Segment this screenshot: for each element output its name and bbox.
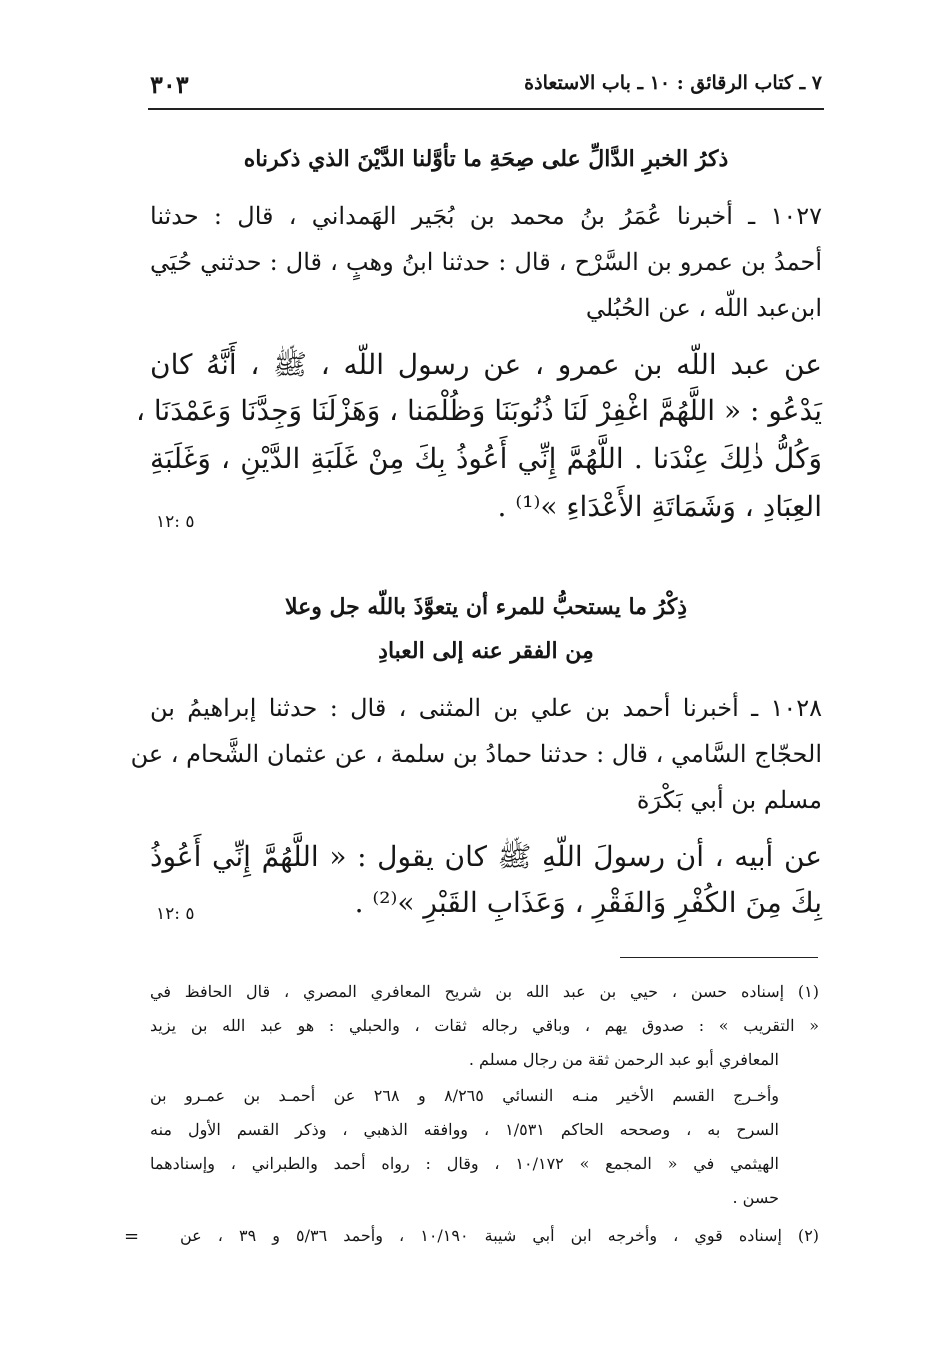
text-line: يَدْعُو : « اللَّهُمَّ اغْفِرْ لَنَا ذُنُوبَنَا وَظُلْمَنا ، وَهَزْلَنَا وَجِدَّنَا وَعَمْدَنَا ، <box>135 394 822 427</box>
footnote-1-line: (١) إسناده حسن ، حيي بن عبد الله بن شريح المعافري المصري ، قال الحافظ في <box>150 982 819 1001</box>
text-line: ١٠٢٨ ـ أخبرنا أحمد بن علي بن المثنى ، قال : حدثنا إبراهيمُ بن <box>150 694 822 722</box>
footnote-1b-line: حسن . <box>732 1188 779 1207</box>
cross-reference-1027: ٥ :١٢ <box>156 512 195 532</box>
continuation-marker: = <box>124 1226 140 1247</box>
text-line: ابن‌عبد اللّه ، عن الحُبُلي <box>585 294 822 322</box>
chapter-title-2-line-1: ذِكْرُ ما يستحبُّ للمرء أن يتعوَّذَ باللّه جل وعلا <box>284 594 688 620</box>
footnote-1b-line: وأخـرج القسم الأخير منـه النسائي ٨/٢٦٥ و ٢٦٨ عن أحمـد بن عمـرو بن <box>150 1086 779 1105</box>
footnote-1-line: المعافري أبو عبد الرحمن ثقة من رجال مسلم . <box>468 1050 779 1069</box>
header-rule <box>148 108 824 110</box>
page-number: ٣٠٣ <box>150 70 189 99</box>
footnote-1b-line: الهيثمي في « المجمع » ١٠/١٧٢ ، وقال : رواه أحمد والطبراني ، وإسنادهما <box>150 1154 780 1173</box>
running-head <box>150 72 822 104</box>
footnote-1-line: « التقريب » : صدوق يهم ، وباقي رجاله ثقات ، والحبلي : هو عبد الله بن يزيد <box>150 1016 819 1035</box>
text-line: عن أبيه ، أن رسولَ اللّهِ ﷺ كان يقول : « اللَّهُمَّ إِنِّي أَعُوذُ <box>150 840 822 873</box>
chapter-title-1: ذكرُ الخبرِ الدَّالِّ على صِحَةِ ما تأوَّلنا الدَّيْنَ الذي ذكرناه <box>243 146 729 172</box>
text-line: عن عبد اللّه بن عمرو ، عن رسول اللّه ، ﷺ ، أَنَّهُ كان <box>150 348 822 381</box>
footnote-2-line: (٢) إسناده قوي ، وأخرجه ابن أبي شيبة ١٠/١٩٠ ، وأحمد ٥/٣٦ و ٣٩ ، عن <box>180 1226 820 1245</box>
text-line: الحجّاج السَّامي ، قال : حدثنا حمادُ بن سلمة ، عن عثمان الشَّحام ، عن <box>130 740 822 768</box>
running-head-title: ٧ ـ كتاب الرقائق : ١٠ ـ باب الاستعاذة <box>524 72 822 94</box>
text-line: وَكُلُّ ذٰلِكَ عِنْدَنا . اللَّهُمَّ إِنِّي أَعُوذُ بِكَ مِنْ غَلَبَةِ الدَّيْنِ ، وَغَلَبَةِ <box>150 442 822 475</box>
text-line: بِكَ مِنَ الكُفْرِ وَالفَقْرِ ، وَعَذَابِ القَبْرِ »⁽²⁾ . <box>354 886 822 919</box>
text-line: ١٠٢٧ ـ أخبرنا عُمَرُ بنُ محمد بن بُجَير الهَمداني ، قال : حدثنا <box>150 202 822 230</box>
footnote-rule <box>620 957 818 958</box>
chapter-title-2-line-2: مِن الفقر عنه إلى العبادِ <box>378 638 594 664</box>
hadith-1028-matn <box>150 836 822 936</box>
hadith-1028-isnad <box>130 688 822 828</box>
hadith-1027-matn <box>135 342 822 542</box>
text-line: مسلم بن أبي بَكْرَة <box>636 786 822 814</box>
text-line: العِبَادِ ، وَشَمَاتَةِ الأَعْدَاءِ »⁽¹⁾ . <box>497 490 822 523</box>
footnote-1b-line: السرح به ، وصححه الحاكم ١/٥٣١ ، ووافقه الذهبي ، وذكر القسم الأول منه <box>150 1120 779 1139</box>
text-line: أحمدُ بن عمرو بن السَّرْح ، قال : حدثنا ابنُ وهبٍ ، قال : حدثني حُيَي <box>150 248 822 276</box>
cross-reference-1028: ٥ :١٢ <box>156 904 195 924</box>
hadith-1027-isnad <box>150 196 822 336</box>
